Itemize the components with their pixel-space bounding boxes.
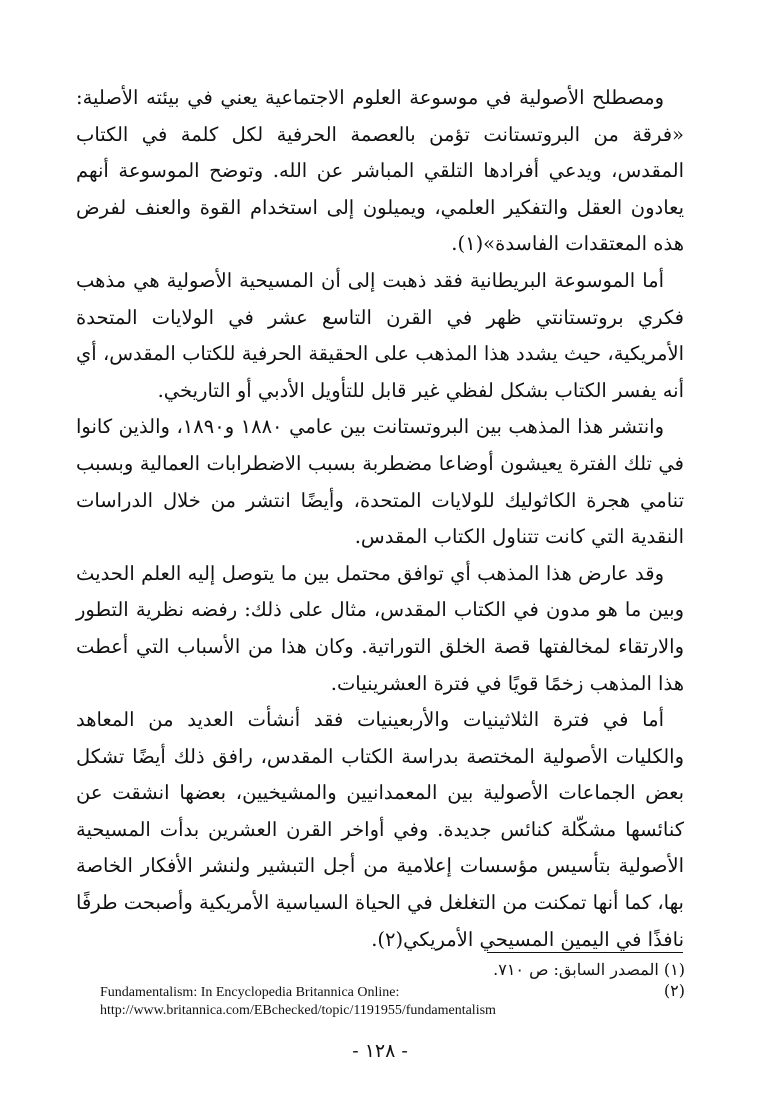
paragraph: أما في فترة الثلاثينيات والأربعينيات فقد أنشأت العديد من المعاهد والكليات الأصولية المختصة بدراسة الكتاب المقدس، رافق ذلك أيضًا تشكل بعض الجماعات الأصولية بين المعمدانيين والمشيخيين، بعضها انشقت عن كنائسها مشكّلة كنائس جديدة. وفي أواخر القرن العشرين بدأت المسيحية الأصولية بتأسيس مؤسسات إعلامية من أجل التبشير ولنشر الأفكار الخاصة بها، كما أنها تمكنت من التغلغل في الحياة السياسية الأمريكية وأصبحت طرفًا نافذًا في اليمين المسيحي الأمريكي(٢).: [76, 708, 684, 951]
footnote-1: (١) المصدر السابق: ص ٧١٠.: [493, 960, 685, 979]
footnote-2-source: Fundamentalism: In Encyclopedia Britannica Online:: [100, 985, 400, 1000]
footnote-2-url: http://www.britannica.com/EBchecked/topic/1191955/fundamentalism: [100, 1003, 496, 1018]
footnotes: [100, 958, 685, 1020]
footnote-2: [100, 982, 685, 1002]
paragraph: ومصطلح الأصولية في موسوعة العلوم الاجتماعية يعني في بيئته الأصلية: «فرقة من البروتستانت تؤمن بالعصمة الحرفية لكل كلمة في الكتاب المقدس، ويدعي أفرادها التلقي المباشر عن الله. وتوضح الموسوعة أنهم يعادون العقل والتفكير العلمي، ويميلون إلى استخدام القوة والعنف لفرض هذه المعتقدات الفاسدة»(١).: [76, 86, 684, 256]
footnote-2-number: (٢): [663, 981, 685, 1000]
body-text: [76, 80, 684, 958]
footnote-divider: [487, 952, 683, 953]
page-number: - ١٢٨ -: [352, 1040, 408, 1062]
paragraph: وقد عارض هذا المذهب أي توافق محتمل بين ما يتوصل إليه العلم الحديث وبين ما هو مدون في الكتاب المقدس، مثال على ذلك: رفضه نظرية التطور والارتقاء لمخالفتها قصة الخلق التوراتية. وكان هذا من الأسباب التي أعطت هذا المذهب زخمًا قويًا في فترة العشرينيات.: [76, 561, 684, 695]
paragraph: وانتشر هذا المذهب بين البروتستانت بين عامي ١٨٨٠ و١٨٩٠، والذين كانوا في تلك الفترة يعيشون أوضاعا مضطربة بسبب الاضطرابات العمالية وبسبب تنامي هجرة الكاثوليك للولايات المتحدة، وأيضًا انتشر من خلال الدراسات النقدية التي كانت تتناول الكتاب المقدس.: [76, 415, 684, 549]
paragraph: أما الموسوعة البريطانية فقد ذهبت إلى أن المسيحية الأصولية هي مذهب فكري بروتستانتي ظهر في القرن التاسع عشر في الولايات المتحدة الأمريكية، حيث يشدد هذا المذهب على الحقيقة الحرفية للكتاب المقدس، أي أنه يفسر الكتاب بشكل لفظي غير قابل للتأويل الأدبي أو التاريخي.: [76, 268, 684, 402]
